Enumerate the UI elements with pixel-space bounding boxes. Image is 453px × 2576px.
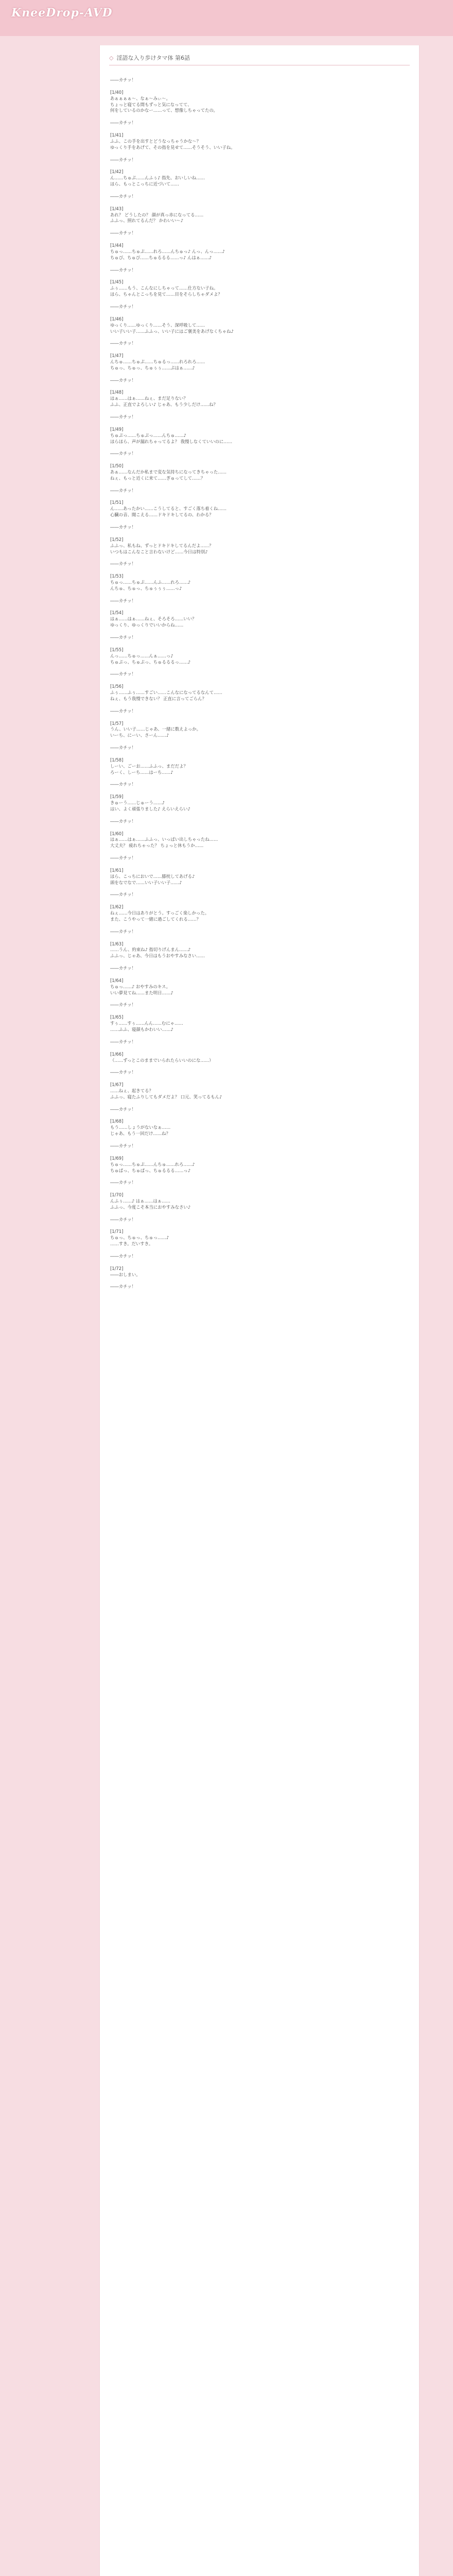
story-line: ――カチッ！ [110, 1216, 136, 1222]
story-line [110, 200, 409, 206]
story-line [110, 494, 409, 500]
story-line: [1/58] [110, 757, 124, 762]
story-title: 淫語な入り歩けタマ体 第6話 [116, 55, 190, 61]
story-line [110, 151, 409, 157]
story-line: [1/72] [110, 1265, 124, 1271]
story-line: ――カチッ！ [110, 377, 136, 383]
story-line: はぁ……はぁ……ねぇ、そろそろ……いい？ [110, 616, 197, 622]
story-line: ――カチッ！ [110, 1284, 136, 1290]
story-line: ちゅぷっ、ちゅぷっ、ちゅるるるっ……♪ [110, 659, 191, 665]
story-line: ――カチッ！ [110, 1070, 136, 1075]
story-line [110, 555, 409, 561]
story-line [110, 126, 409, 132]
story-line: ちゅっ、ちゅっ、ちゅぅぅ……ぷはぁ……♪ [110, 365, 195, 370]
story-line: ――カチッ！ [110, 855, 136, 861]
story-line: ――カチッ！ [110, 120, 136, 126]
story-line [110, 776, 409, 782]
story-line: ゆっくり……ゆっくり……そう、深呼吸して…… [110, 322, 205, 328]
story-line: ゆっくり手をあげて、その指を見せて……そうそう、いい子ね。 [110, 144, 235, 150]
site-logo[interactable]: KneeDrop-AVD [11, 6, 113, 20]
story-line [110, 298, 409, 304]
story-line: [1/57] [110, 720, 124, 726]
story-line: じゃあ、もう一回だけ……ね？ [110, 1131, 170, 1137]
story-line: ふぅ……ふぅ……すごい……こんなになってるなんて…… [110, 690, 222, 696]
story-line: [1/48] [110, 389, 124, 395]
story-line: ふふっ、私もね、ずっとドキドキしてるんだよ……？ [110, 543, 214, 548]
story-line [110, 677, 409, 684]
story-line: いつもはこんなこと言わないけど……今日は特別♪ [110, 549, 208, 554]
story-line: ちゅっ……ちゅぷ……んふ……れろ……♪ [110, 580, 191, 585]
story-line [110, 482, 409, 488]
story-line: ――カチッ！ [110, 782, 136, 787]
story-line [110, 702, 409, 708]
story-line [110, 923, 409, 929]
story-line [110, 274, 409, 280]
story-line: ――カチッ！ [110, 193, 136, 199]
story-line: [1/68] [110, 1118, 124, 1124]
story-line [110, 347, 409, 353]
story-line: ふふっ、今度こそ本当におやすみなさい♪ [110, 1204, 191, 1210]
story-line [110, 604, 409, 611]
story-line: ――カチッ！ [110, 598, 136, 603]
story-line: [1/55] [110, 647, 124, 652]
story-line: [1/65] [110, 1014, 124, 1020]
story-line [110, 1247, 409, 1253]
story-line: ねぇ、もう我慢できない？ 正直に言ってごらん？ [110, 696, 206, 701]
story-line: すぅ……すぅ……んん……むにゃ…… [110, 1021, 183, 1026]
story-line: ふふ、正直でよろしい♪ じゃあ、もう少しだけ……ね？ [110, 402, 218, 408]
story-line [110, 935, 409, 941]
story-line: ――カチッ！ [110, 561, 136, 567]
story-line: [1/54] [110, 610, 124, 616]
story-line: [1/52] [110, 536, 124, 542]
story-line: ちゅっ……ちゅぷ……れろ……んちゅっ♪ んっ、んっ……♪ [110, 248, 225, 254]
story-line: ――カチッ！ [110, 818, 136, 824]
story-line: ――カチッ！ [110, 414, 136, 419]
story-line: ……うん、約束ね♪ 指切りげんまん……♪ [110, 947, 191, 953]
story-line [110, 1100, 409, 1107]
story-line: [1/51] [110, 500, 124, 505]
story-line [110, 224, 409, 230]
story-line: [1/62] [110, 904, 124, 910]
story-line: んふぅ……♪ はぁ……はぁ…… [110, 1198, 170, 1204]
story-line [110, 310, 409, 316]
story-line: あぁ……なんだか私まで変な気持ちになってきちゃった…… [110, 469, 227, 474]
story-line: [1/60] [110, 831, 124, 836]
story-header [109, 54, 410, 65]
content-panel [99, 45, 420, 2576]
story-line: [1/45] [110, 279, 124, 285]
story-line: ――カチッ！ [110, 708, 136, 714]
story-line: 心臓の音、聞こえる……ドキドキしてるの、わかる？ [110, 512, 214, 518]
story-line [110, 420, 409, 427]
story-line: [1/53] [110, 573, 124, 579]
story-line: ろーく、しーち……はーち……♪ [110, 769, 173, 775]
story-line: ちゅぷっ……ちゅぷっ……んちゅ……♪ [110, 432, 186, 438]
story-line [110, 751, 409, 757]
story-line: [1/63] [110, 941, 124, 946]
story-line: ふふ、この手を出すとどうなっちゃうかな～？ [110, 138, 201, 144]
story-line [110, 641, 409, 647]
story-line [110, 334, 409, 341]
story-line [110, 531, 409, 537]
story-line: [1/61] [110, 867, 124, 873]
story-line [110, 1033, 409, 1039]
story-line [110, 163, 409, 169]
story-line: ……すき。だいすき。 [110, 1241, 153, 1247]
story-line: ん……あったかい……こうしてると、すごく落ち着くね…… [110, 506, 227, 512]
story-line: ほら、こっちにおいで……膝枕してあげる♪ [110, 873, 195, 879]
story-line: はい、よく頑張りました♪ えらいえらい♪ [110, 806, 190, 811]
story-line: ねぇ……今日はありがとう。すっごく楽しかった。 [110, 910, 210, 916]
story-line: しーい、ごーお……ふふっ、まだだよ？ [110, 763, 188, 769]
story-body [110, 77, 409, 1290]
story-line [110, 457, 409, 463]
story-line [110, 188, 409, 194]
story-line [110, 1149, 409, 1156]
story-line [110, 518, 409, 524]
story-line: [1/49] [110, 426, 124, 432]
story-line: もう……しょうがないなぁ…… [110, 1125, 171, 1130]
story-line [110, 384, 409, 390]
story-line: ……ふふ、寝顔もかわいい……♪ [110, 1027, 173, 1032]
story-line: ――カチッ！ [110, 157, 136, 162]
bullet-icon: ◇ [109, 54, 114, 61]
story-line: ――カチッ！ [110, 1253, 136, 1259]
story-line: ――カチッ！ [110, 487, 136, 493]
story-line: ちゅっ、ちゅっ、ちゅっ……♪ [110, 1235, 169, 1241]
story-line: [1/67] [110, 1082, 124, 1088]
story-line: あぁぁぁぁ～、なぁ～みぃ～。 [110, 95, 170, 101]
story-line: 何をしているのかなー……って、想像しちゃってたの。 [110, 108, 218, 113]
story-line: ふふっ、照れてるんだ？ かわいい～♪ [110, 218, 184, 224]
story-line: ちゅぱっ、ちゅぱっ、ちゅるるる……っ♪ [110, 1167, 191, 1173]
story-line: んちゅ……ちゅぷ……ちゅるっ……れろれろ…… [110, 359, 205, 364]
story-line: 頭をなでなで……いい子いい子……♪ [110, 879, 182, 885]
story-line [110, 739, 409, 745]
story-line: ほら、ちゃんとこっちを見て……目をそらしちゃダメよ？ [110, 292, 222, 297]
story-line: （……ずっとこのままでいられたらいいのにな……） [110, 1057, 214, 1063]
story-line: ――カチッ！ [110, 1143, 136, 1148]
story-line: ふふっ、じゃあ、今日はもうおやすみなさい…… [110, 953, 205, 959]
story-line [110, 898, 409, 904]
story-line: ん……ちゅぷ……んふぅ♪ 指先、おいしいね…… [110, 175, 205, 181]
story-line [110, 849, 409, 855]
story-line: ――カチッ！ [110, 1039, 136, 1044]
story-line: ほら、もっとこっちに近づいて…… [110, 181, 179, 187]
story-line: ――カチッ！ [110, 745, 136, 751]
story-line [110, 629, 409, 635]
story-line: [1/59] [110, 794, 124, 800]
story-line: ――カチッ！ [110, 77, 136, 82]
story-line [110, 236, 409, 243]
story-line [110, 788, 409, 794]
story-line [110, 1174, 409, 1180]
story-line [110, 666, 409, 672]
story-line: ふぅ……もう、こんなにしちゃって……仕方ない子ね。 [110, 285, 218, 291]
story-line: [1/43] [110, 206, 124, 211]
story-line [110, 592, 409, 598]
story-line [110, 371, 409, 378]
story-line: きゅーう……じゅーう……♪ [110, 800, 165, 806]
story-line: 大丈夫？ 疲れちゃった？ ちょっと休もうか…… [110, 843, 204, 849]
story-line [110, 812, 409, 819]
story-line [110, 83, 409, 90]
story-line: ――カチッ！ [110, 341, 136, 346]
story-line [110, 1063, 409, 1070]
story-line: [1/42] [110, 169, 124, 175]
story-line: ――カチッ！ [110, 635, 136, 640]
story-line: ――カチッ！ [110, 965, 136, 971]
story-line: うん、いい子……じゃあ、一緒に数えよっか。 [110, 726, 201, 732]
story-line: [1/69] [110, 1155, 124, 1161]
story-line [110, 825, 409, 831]
story-line: [1/40] [110, 89, 124, 95]
story-line: ふふっ、寝たふりしてもダメだよ？ 口元、笑ってるもん♪ [110, 1094, 222, 1099]
story-line [110, 1223, 409, 1229]
story-line [110, 1260, 409, 1266]
story-line: ――カチッ！ [110, 267, 136, 273]
story-line [110, 996, 409, 1003]
story-line: いい夢見てね……また明日……♪ [110, 990, 173, 995]
story-line: ――カチッ！ [110, 524, 136, 530]
story-line: んっ……ちゅっ……んぁ……っ♪ [110, 653, 173, 658]
story-line [110, 408, 409, 414]
story-line: ――カチッ！ [110, 1180, 136, 1185]
story-line: ちゅっ……♪ おやすみのキス。 [110, 984, 170, 989]
story-line [110, 1113, 409, 1119]
header-bar [0, 0, 453, 36]
story-line: はぁ……はぁ……ねぇ、まだ足りない？ [110, 396, 188, 401]
story-line: [1/50] [110, 463, 124, 469]
story-line [110, 567, 409, 573]
story-line: [1/47] [110, 353, 124, 359]
story-line: ねぇ、もっと近くに来て……ぎゅってして……？ [110, 475, 205, 481]
story-line [110, 1076, 409, 1082]
story-line [110, 886, 409, 892]
story-line: ――カチッ！ [110, 892, 136, 897]
story-line [110, 861, 409, 868]
story-line: ゆっくり、ゆっくりでいいからね…… [110, 622, 184, 628]
story-line [110, 261, 409, 267]
story-line [110, 972, 409, 978]
story-line [110, 1137, 409, 1143]
story-line [110, 715, 409, 721]
story-line: [1/66] [110, 1051, 124, 1057]
story-line: [1/41] [110, 132, 124, 138]
story-line: いーち、にーい、さーん……♪ [110, 733, 169, 738]
story-line [110, 1045, 409, 1052]
story-line: [1/44] [110, 243, 124, 248]
story-line: ――おしまい。 [110, 1272, 141, 1277]
story-line [110, 114, 409, 120]
story-line: ――カチッ！ [110, 451, 136, 456]
story-line: ほらほら、声が漏れちゃってるよ？ 我慢しなくていいのに…… [110, 438, 233, 444]
story-line: はぁ……はぁ……ふふっ、いっぱい出しちゃったね…… [110, 837, 218, 842]
story-line [110, 1186, 409, 1192]
story-line [110, 1278, 409, 1284]
story-line: また、こうやって一緒に過ごしてくれる……？ [110, 917, 201, 922]
story-line [110, 1211, 409, 1217]
story-line: ちゅっ……ちゅぷ……んちゅ……れろ……♪ [110, 1161, 195, 1167]
story-line: [1/46] [110, 316, 124, 321]
story-line: あれ？ どうしたの？ 顔が真っ赤になってる…… [110, 212, 204, 217]
story-line: んちゅ、ちゅっ、ちゅぅぅぅ……っ♪ [110, 585, 182, 591]
story-line [110, 959, 409, 965]
story-line: ……ねぇ、起きてる？ [110, 1088, 153, 1093]
story-line: [1/56] [110, 684, 124, 689]
story-line: ちょっと寝てる間もずっと気になってて、 [110, 101, 192, 107]
story-line: [1/70] [110, 1192, 124, 1198]
story-line: ――カチッ！ [110, 1106, 136, 1112]
story-line: ――カチッ！ [110, 1002, 136, 1008]
story-line [110, 445, 409, 451]
story-line: ちゅぴ、ちゅぴ……ちゅるるる……っ♪ んはぁ……♪ [110, 255, 212, 260]
story-line: [1/71] [110, 1229, 124, 1234]
story-line: [1/64] [110, 977, 124, 983]
story-line: ――カチッ！ [110, 230, 136, 236]
story-line: いい子いい子……ふふっ、いい子にはご褒美をあげなくちゃね♪ [110, 328, 234, 334]
story-line: ――カチッ！ [110, 303, 136, 309]
story-line [110, 1008, 409, 1014]
story-line: ――カチッ！ [110, 671, 136, 677]
story-line: ――カチッ！ [110, 928, 136, 934]
